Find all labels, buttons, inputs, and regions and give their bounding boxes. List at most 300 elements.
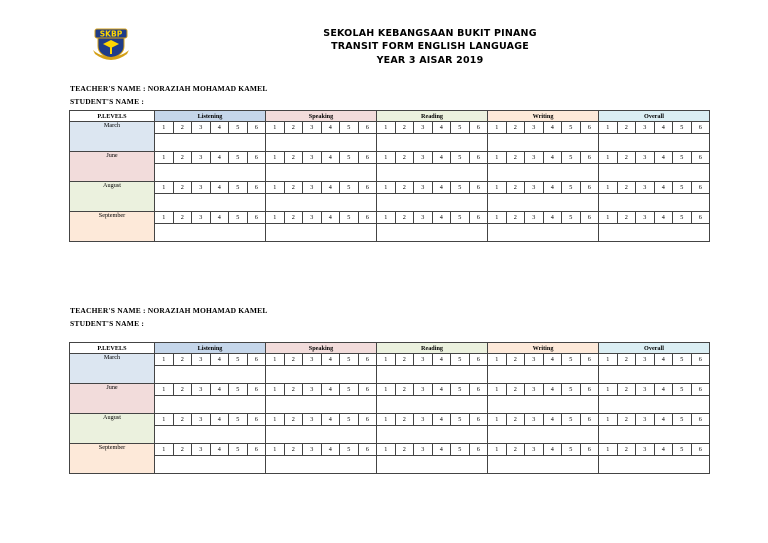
level-checkbox[interactable]: 3 bbox=[303, 414, 322, 426]
level-checkbox[interactable]: 1 bbox=[599, 122, 618, 134]
level-checkbox[interactable]: 2 bbox=[617, 354, 636, 366]
level-checkbox[interactable]: 1 bbox=[599, 182, 618, 194]
level-checkbox[interactable]: 5 bbox=[451, 152, 470, 164]
level-checkbox[interactable]: 5 bbox=[229, 444, 248, 456]
level-checkbox[interactable]: 5 bbox=[673, 152, 692, 164]
level-checkbox[interactable]: 2 bbox=[395, 212, 414, 224]
level-checkbox[interactable]: 3 bbox=[303, 212, 322, 224]
level-checkbox[interactable]: 5 bbox=[340, 354, 359, 366]
level-checkbox[interactable]: 3 bbox=[414, 414, 433, 426]
level-checkbox[interactable]: 4 bbox=[432, 354, 451, 366]
level-checkbox[interactable]: 4 bbox=[543, 354, 562, 366]
teacher-name: TEACHER'S NAME : NORAZIAH MOHAMAD KAMEL bbox=[70, 84, 268, 93]
level-checkbox[interactable]: 1 bbox=[377, 212, 396, 224]
level-checkbox[interactable]: 1 bbox=[155, 122, 174, 134]
level-checkbox[interactable]: 3 bbox=[636, 384, 655, 396]
level-checkbox[interactable]: 3 bbox=[636, 444, 655, 456]
level-checkbox[interactable]: 4 bbox=[543, 182, 562, 194]
level-checkbox[interactable]: 5 bbox=[562, 354, 581, 366]
level-checkbox[interactable]: 4 bbox=[654, 212, 673, 224]
level-checkbox[interactable]: 3 bbox=[414, 182, 433, 194]
level-checkbox[interactable]: 4 bbox=[654, 384, 673, 396]
level-checkbox[interactable]: 5 bbox=[229, 122, 248, 134]
level-checkbox[interactable]: 1 bbox=[266, 122, 285, 134]
level-checkbox[interactable]: 5 bbox=[673, 182, 692, 194]
level-checkbox[interactable]: 4 bbox=[321, 354, 340, 366]
level-checkbox[interactable]: 3 bbox=[525, 122, 544, 134]
level-checkbox[interactable]: 4 bbox=[210, 182, 229, 194]
remark-cell[interactable] bbox=[377, 164, 488, 182]
level-checkbox[interactable]: 1 bbox=[599, 152, 618, 164]
level-checkbox[interactable]: 5 bbox=[451, 212, 470, 224]
level-checkbox[interactable]: 4 bbox=[210, 414, 229, 426]
remark-cell[interactable] bbox=[266, 164, 377, 182]
level-checkbox[interactable]: 4 bbox=[210, 122, 229, 134]
remark-cell[interactable] bbox=[155, 164, 266, 182]
level-checkbox[interactable]: 5 bbox=[673, 212, 692, 224]
level-checkbox[interactable]: 4 bbox=[432, 182, 451, 194]
level-checkbox[interactable]: 3 bbox=[192, 182, 211, 194]
level-checkbox[interactable]: 3 bbox=[192, 384, 211, 396]
month-label: August bbox=[70, 414, 155, 444]
level-checkbox[interactable]: 6 bbox=[469, 212, 488, 224]
level-checkbox[interactable]: 4 bbox=[321, 122, 340, 134]
level-checkbox[interactable]: 5 bbox=[562, 122, 581, 134]
level-checkbox[interactable]: 1 bbox=[599, 444, 618, 456]
remark-cell[interactable] bbox=[155, 426, 266, 444]
remark-cell[interactable] bbox=[488, 134, 599, 152]
level-checkbox[interactable]: 6 bbox=[691, 414, 710, 426]
level-checkbox[interactable]: 2 bbox=[284, 152, 303, 164]
level-checkbox[interactable]: 6 bbox=[358, 152, 377, 164]
level-checkbox[interactable]: 2 bbox=[506, 354, 525, 366]
level-checkbox[interactable]: 1 bbox=[266, 212, 285, 224]
skill-header: Overall bbox=[599, 111, 710, 122]
level-checkbox[interactable]: 1 bbox=[155, 384, 174, 396]
level-checkbox[interactable]: 6 bbox=[247, 384, 266, 396]
level-checkbox[interactable]: 6 bbox=[580, 414, 599, 426]
level-checkbox[interactable]: 1 bbox=[599, 354, 618, 366]
level-checkbox[interactable]: 4 bbox=[210, 212, 229, 224]
level-checkbox[interactable]: 6 bbox=[580, 384, 599, 396]
level-checkbox[interactable]: 5 bbox=[451, 444, 470, 456]
level-checkbox[interactable]: 2 bbox=[284, 122, 303, 134]
level-checkbox[interactable]: 1 bbox=[488, 354, 507, 366]
skill-header: Listening bbox=[155, 111, 266, 122]
level-checkbox[interactable]: 2 bbox=[173, 122, 192, 134]
month-label: August bbox=[70, 182, 155, 212]
month-label: March bbox=[70, 122, 155, 152]
level-checkbox[interactable]: 5 bbox=[229, 354, 248, 366]
remark-cell[interactable] bbox=[599, 366, 710, 384]
level-checkbox[interactable]: 3 bbox=[525, 414, 544, 426]
form-title: TRANSIT FORM ENGLISH LANGUAGE bbox=[331, 41, 529, 52]
skill-header: Writing bbox=[488, 343, 599, 354]
skill-header: Reading bbox=[377, 111, 488, 122]
level-checkbox[interactable]: 5 bbox=[562, 182, 581, 194]
remark-cell[interactable] bbox=[377, 134, 488, 152]
level-checkbox[interactable]: 3 bbox=[525, 212, 544, 224]
level-checkbox[interactable]: 6 bbox=[580, 444, 599, 456]
level-checkbox[interactable]: 2 bbox=[395, 384, 414, 396]
level-checkbox[interactable]: 5 bbox=[229, 212, 248, 224]
level-checkbox[interactable]: 3 bbox=[414, 354, 433, 366]
remark-cell[interactable] bbox=[488, 194, 599, 212]
level-checkbox[interactable]: 5 bbox=[229, 182, 248, 194]
level-checkbox[interactable]: 3 bbox=[303, 122, 322, 134]
level-checkbox[interactable]: 1 bbox=[377, 152, 396, 164]
level-checkbox[interactable]: 5 bbox=[673, 384, 692, 396]
level-checkbox[interactable]: 4 bbox=[432, 384, 451, 396]
level-checkbox[interactable]: 3 bbox=[636, 212, 655, 224]
level-checkbox[interactable]: 4 bbox=[432, 414, 451, 426]
skill-header: Listening bbox=[155, 343, 266, 354]
level-checkbox[interactable]: 6 bbox=[358, 212, 377, 224]
level-checkbox[interactable]: 4 bbox=[321, 384, 340, 396]
level-checkbox[interactable]: 1 bbox=[488, 384, 507, 396]
remark-cell[interactable] bbox=[155, 224, 266, 242]
level-checkbox[interactable]: 1 bbox=[266, 444, 285, 456]
level-checkbox[interactable]: 1 bbox=[488, 444, 507, 456]
level-checkbox[interactable]: 3 bbox=[303, 354, 322, 366]
level-checkbox[interactable]: 6 bbox=[691, 212, 710, 224]
level-checkbox[interactable]: 6 bbox=[358, 122, 377, 134]
level-checkbox[interactable]: 6 bbox=[691, 354, 710, 366]
level-checkbox[interactable]: 3 bbox=[525, 182, 544, 194]
level-checkbox[interactable]: 5 bbox=[562, 152, 581, 164]
level-checkbox[interactable]: 6 bbox=[691, 444, 710, 456]
level-checkbox[interactable]: 4 bbox=[654, 354, 673, 366]
skill-header: Overall bbox=[599, 343, 710, 354]
level-checkbox[interactable]: 1 bbox=[377, 122, 396, 134]
remark-cell[interactable] bbox=[266, 456, 377, 474]
level-checkbox[interactable]: 6 bbox=[580, 182, 599, 194]
level-checkbox[interactable]: 6 bbox=[358, 384, 377, 396]
level-checkbox[interactable]: 2 bbox=[617, 414, 636, 426]
level-checkbox[interactable]: 2 bbox=[617, 384, 636, 396]
level-checkbox[interactable]: 6 bbox=[247, 122, 266, 134]
remark-cell[interactable] bbox=[155, 456, 266, 474]
level-checkbox[interactable]: 5 bbox=[562, 414, 581, 426]
level-checkbox[interactable]: 6 bbox=[358, 354, 377, 366]
level-checkbox[interactable]: 5 bbox=[340, 152, 359, 164]
level-checkbox[interactable]: 4 bbox=[654, 444, 673, 456]
remark-cell[interactable] bbox=[599, 224, 710, 242]
level-checkbox[interactable]: 5 bbox=[340, 212, 359, 224]
remark-cell[interactable] bbox=[266, 134, 377, 152]
level-checkbox[interactable]: 6 bbox=[691, 122, 710, 134]
level-checkbox[interactable]: 4 bbox=[543, 444, 562, 456]
level-checkbox[interactable]: 5 bbox=[451, 354, 470, 366]
level-checkbox[interactable]: 3 bbox=[303, 152, 322, 164]
level-checkbox[interactable]: 3 bbox=[414, 444, 433, 456]
level-checkbox[interactable]: 1 bbox=[266, 152, 285, 164]
level-checkbox[interactable]: 6 bbox=[580, 152, 599, 164]
level-checkbox[interactable]: 6 bbox=[691, 152, 710, 164]
level-checkbox[interactable]: 3 bbox=[636, 182, 655, 194]
level-checkbox[interactable]: 3 bbox=[192, 354, 211, 366]
level-checkbox[interactable]: 6 bbox=[358, 182, 377, 194]
level-checkbox[interactable]: 3 bbox=[192, 122, 211, 134]
level-checkbox[interactable]: 2 bbox=[284, 414, 303, 426]
level-checkbox[interactable]: 2 bbox=[617, 444, 636, 456]
level-checkbox[interactable]: 3 bbox=[192, 152, 211, 164]
level-checkbox[interactable]: 1 bbox=[155, 152, 174, 164]
level-checkbox[interactable]: 1 bbox=[377, 444, 396, 456]
level-checkbox[interactable]: 2 bbox=[395, 152, 414, 164]
level-checkbox[interactable]: 1 bbox=[155, 212, 174, 224]
level-checkbox[interactable]: 2 bbox=[284, 384, 303, 396]
level-checkbox[interactable]: 3 bbox=[414, 122, 433, 134]
level-checkbox[interactable]: 2 bbox=[617, 152, 636, 164]
level-checkbox[interactable]: 4 bbox=[210, 444, 229, 456]
level-checkbox[interactable]: 1 bbox=[599, 414, 618, 426]
level-checkbox[interactable]: 6 bbox=[247, 182, 266, 194]
level-checkbox[interactable]: 1 bbox=[266, 414, 285, 426]
level-checkbox[interactable]: 4 bbox=[210, 384, 229, 396]
level-checkbox[interactable]: 2 bbox=[284, 444, 303, 456]
level-checkbox[interactable]: 1 bbox=[599, 212, 618, 224]
level-checkbox[interactable]: 6 bbox=[247, 414, 266, 426]
level-checkbox[interactable]: 6 bbox=[469, 354, 488, 366]
level-checkbox[interactable]: 5 bbox=[340, 384, 359, 396]
remark-cell[interactable] bbox=[266, 366, 377, 384]
remark-cell[interactable] bbox=[488, 164, 599, 182]
level-checkbox[interactable]: 2 bbox=[395, 182, 414, 194]
level-checkbox[interactable]: 3 bbox=[414, 384, 433, 396]
month-label: March bbox=[70, 354, 155, 384]
level-checkbox[interactable]: 2 bbox=[284, 354, 303, 366]
level-checkbox[interactable]: 5 bbox=[673, 444, 692, 456]
level-checkbox[interactable]: 3 bbox=[192, 444, 211, 456]
level-checkbox[interactable]: 1 bbox=[488, 212, 507, 224]
level-checkbox[interactable]: 2 bbox=[506, 384, 525, 396]
month-label: September bbox=[70, 212, 155, 242]
level-checkbox[interactable]: 4 bbox=[543, 384, 562, 396]
level-checkbox[interactable]: 6 bbox=[247, 444, 266, 456]
level-checkbox[interactable]: 5 bbox=[340, 414, 359, 426]
level-checkbox[interactable]: 5 bbox=[673, 122, 692, 134]
level-checkbox[interactable]: 4 bbox=[210, 354, 229, 366]
level-checkbox[interactable]: 5 bbox=[340, 444, 359, 456]
level-checkbox[interactable]: 4 bbox=[321, 182, 340, 194]
remark-cell[interactable] bbox=[599, 134, 710, 152]
level-checkbox[interactable]: 1 bbox=[377, 354, 396, 366]
level-checkbox[interactable]: 6 bbox=[469, 384, 488, 396]
level-checkbox[interactable]: 4 bbox=[654, 414, 673, 426]
level-checkbox[interactable]: 1 bbox=[155, 444, 174, 456]
level-checkbox[interactable]: 2 bbox=[506, 182, 525, 194]
level-checkbox[interactable]: 5 bbox=[229, 414, 248, 426]
level-checkbox[interactable]: 4 bbox=[432, 212, 451, 224]
level-checkbox[interactable]: 1 bbox=[488, 182, 507, 194]
remark-cell[interactable] bbox=[377, 426, 488, 444]
remark-cell[interactable] bbox=[377, 396, 488, 414]
remark-cell[interactable] bbox=[599, 396, 710, 414]
remark-cell[interactable] bbox=[266, 396, 377, 414]
level-checkbox[interactable]: 6 bbox=[358, 414, 377, 426]
level-checkbox[interactable]: 3 bbox=[303, 444, 322, 456]
level-checkbox[interactable]: 2 bbox=[395, 122, 414, 134]
level-checkbox[interactable]: 2 bbox=[173, 414, 192, 426]
level-checkbox[interactable]: 1 bbox=[155, 414, 174, 426]
level-checkbox[interactable]: 3 bbox=[636, 354, 655, 366]
level-checkbox[interactable]: 5 bbox=[562, 212, 581, 224]
remark-cell[interactable] bbox=[377, 456, 488, 474]
level-checkbox[interactable]: 5 bbox=[451, 384, 470, 396]
level-checkbox[interactable]: 5 bbox=[451, 122, 470, 134]
level-checkbox[interactable]: 2 bbox=[173, 182, 192, 194]
remark-cell[interactable] bbox=[377, 194, 488, 212]
level-checkbox[interactable]: 4 bbox=[432, 152, 451, 164]
level-checkbox[interactable]: 6 bbox=[469, 414, 488, 426]
level-checkbox[interactable]: 3 bbox=[192, 212, 211, 224]
level-checkbox[interactable]: 1 bbox=[377, 384, 396, 396]
class-year: YEAR 3 AISAR 2019 bbox=[376, 55, 484, 66]
school-name: SEKOLAH KEBANGSAAN BUKIT PINANG bbox=[323, 28, 537, 39]
level-checkbox[interactable]: 2 bbox=[395, 414, 414, 426]
level-checkbox[interactable]: 2 bbox=[173, 354, 192, 366]
level-checkbox[interactable]: 1 bbox=[488, 152, 507, 164]
level-checkbox[interactable]: 2 bbox=[395, 444, 414, 456]
remark-cell[interactable] bbox=[488, 224, 599, 242]
level-checkbox[interactable]: 6 bbox=[247, 212, 266, 224]
level-checkbox[interactable]: 4 bbox=[432, 444, 451, 456]
level-checkbox[interactable]: 2 bbox=[617, 122, 636, 134]
level-checkbox[interactable]: 6 bbox=[358, 444, 377, 456]
level-checkbox[interactable]: 2 bbox=[173, 384, 192, 396]
level-checkbox[interactable]: 2 bbox=[506, 212, 525, 224]
level-checkbox[interactable]: 1 bbox=[377, 414, 396, 426]
level-checkbox[interactable]: 5 bbox=[229, 384, 248, 396]
level-checkbox[interactable]: 2 bbox=[284, 212, 303, 224]
level-checkbox[interactable]: 4 bbox=[543, 152, 562, 164]
remark-cell[interactable] bbox=[266, 426, 377, 444]
level-checkbox[interactable]: 1 bbox=[377, 182, 396, 194]
level-checkbox[interactable]: 5 bbox=[562, 444, 581, 456]
level-checkbox[interactable]: 4 bbox=[321, 414, 340, 426]
remark-cell[interactable] bbox=[266, 224, 377, 242]
level-checkbox[interactable]: 5 bbox=[451, 414, 470, 426]
level-checkbox[interactable]: 3 bbox=[636, 152, 655, 164]
level-checkbox[interactable]: 6 bbox=[247, 354, 266, 366]
level-checkbox[interactable]: 5 bbox=[673, 354, 692, 366]
level-checkbox[interactable]: 6 bbox=[580, 212, 599, 224]
level-checkbox[interactable]: 4 bbox=[321, 444, 340, 456]
transit-table bbox=[69, 342, 710, 474]
level-checkbox[interactable]: 6 bbox=[691, 384, 710, 396]
skill-header: Reading bbox=[377, 343, 488, 354]
level-checkbox[interactable]: 5 bbox=[562, 384, 581, 396]
level-checkbox[interactable]: 4 bbox=[654, 152, 673, 164]
level-checkbox[interactable]: 3 bbox=[525, 152, 544, 164]
level-checkbox[interactable]: 1 bbox=[488, 122, 507, 134]
level-checkbox[interactable]: 1 bbox=[266, 354, 285, 366]
level-checkbox[interactable]: 3 bbox=[414, 212, 433, 224]
remark-cell[interactable] bbox=[599, 426, 710, 444]
level-checkbox[interactable]: 2 bbox=[395, 354, 414, 366]
level-checkbox[interactable]: 4 bbox=[432, 122, 451, 134]
remark-cell[interactable] bbox=[599, 456, 710, 474]
remark-cell[interactable] bbox=[488, 366, 599, 384]
teacher-name: TEACHER'S NAME : NORAZIAH MOHAMAD KAMEL bbox=[70, 306, 268, 315]
level-checkbox[interactable]: 6 bbox=[691, 182, 710, 194]
level-checkbox[interactable]: 6 bbox=[469, 122, 488, 134]
remark-cell[interactable] bbox=[377, 366, 488, 384]
level-checkbox[interactable]: 2 bbox=[173, 152, 192, 164]
level-checkbox[interactable]: 1 bbox=[155, 182, 174, 194]
level-checkbox[interactable]: 2 bbox=[617, 212, 636, 224]
level-checkbox[interactable]: 5 bbox=[229, 152, 248, 164]
remark-cell[interactable] bbox=[599, 194, 710, 212]
level-checkbox[interactable]: 6 bbox=[469, 152, 488, 164]
remark-cell[interactable] bbox=[266, 194, 377, 212]
level-checkbox[interactable]: 3 bbox=[636, 122, 655, 134]
level-checkbox[interactable]: 2 bbox=[506, 122, 525, 134]
level-checkbox[interactable]: 1 bbox=[488, 414, 507, 426]
level-checkbox[interactable]: 2 bbox=[506, 152, 525, 164]
level-checkbox[interactable]: 1 bbox=[599, 384, 618, 396]
level-checkbox[interactable]: 3 bbox=[414, 152, 433, 164]
level-checkbox[interactable]: 4 bbox=[321, 152, 340, 164]
level-checkbox[interactable]: 3 bbox=[303, 182, 322, 194]
level-checkbox[interactable]: 6 bbox=[469, 182, 488, 194]
level-checkbox[interactable]: 4 bbox=[654, 122, 673, 134]
level-checkbox[interactable]: 6 bbox=[580, 354, 599, 366]
remark-cell[interactable] bbox=[488, 426, 599, 444]
remark-cell[interactable] bbox=[599, 164, 710, 182]
remark-cell[interactable] bbox=[155, 134, 266, 152]
level-checkbox[interactable]: 3 bbox=[636, 414, 655, 426]
level-checkbox[interactable]: 6 bbox=[247, 152, 266, 164]
levels-header: P.LEVELS bbox=[70, 343, 155, 354]
level-checkbox[interactable]: 3 bbox=[525, 444, 544, 456]
level-checkbox[interactable]: 5 bbox=[340, 122, 359, 134]
level-checkbox[interactable]: 4 bbox=[210, 152, 229, 164]
level-checkbox[interactable]: 5 bbox=[340, 182, 359, 194]
svg-text:SKBP: SKBP bbox=[99, 29, 123, 39]
level-checkbox[interactable]: 4 bbox=[321, 212, 340, 224]
level-checkbox[interactable]: 2 bbox=[284, 182, 303, 194]
level-checkbox[interactable]: 6 bbox=[580, 122, 599, 134]
remark-cell[interactable] bbox=[155, 366, 266, 384]
level-checkbox[interactable]: 2 bbox=[173, 444, 192, 456]
level-checkbox[interactable]: 1 bbox=[266, 182, 285, 194]
level-checkbox[interactable]: 3 bbox=[192, 414, 211, 426]
level-checkbox[interactable]: 1 bbox=[155, 354, 174, 366]
level-checkbox[interactable]: 1 bbox=[266, 384, 285, 396]
level-checkbox[interactable]: 3 bbox=[525, 354, 544, 366]
remark-cell[interactable] bbox=[155, 396, 266, 414]
level-checkbox[interactable]: 4 bbox=[543, 414, 562, 426]
level-checkbox[interactable]: 5 bbox=[451, 182, 470, 194]
level-checkbox[interactable]: 4 bbox=[654, 182, 673, 194]
level-checkbox[interactable]: 4 bbox=[543, 212, 562, 224]
level-checkbox[interactable]: 2 bbox=[506, 414, 525, 426]
remark-cell[interactable] bbox=[377, 224, 488, 242]
level-checkbox[interactable]: 2 bbox=[173, 212, 192, 224]
level-checkbox[interactable]: 2 bbox=[506, 444, 525, 456]
level-checkbox[interactable]: 4 bbox=[543, 122, 562, 134]
level-checkbox[interactable]: 6 bbox=[469, 444, 488, 456]
remark-cell[interactable] bbox=[155, 194, 266, 212]
level-checkbox[interactable]: 3 bbox=[303, 384, 322, 396]
remark-cell[interactable] bbox=[488, 396, 599, 414]
remark-cell[interactable] bbox=[488, 456, 599, 474]
level-checkbox[interactable]: 2 bbox=[617, 182, 636, 194]
level-checkbox[interactable]: 5 bbox=[673, 414, 692, 426]
level-checkbox[interactable]: 3 bbox=[525, 384, 544, 396]
